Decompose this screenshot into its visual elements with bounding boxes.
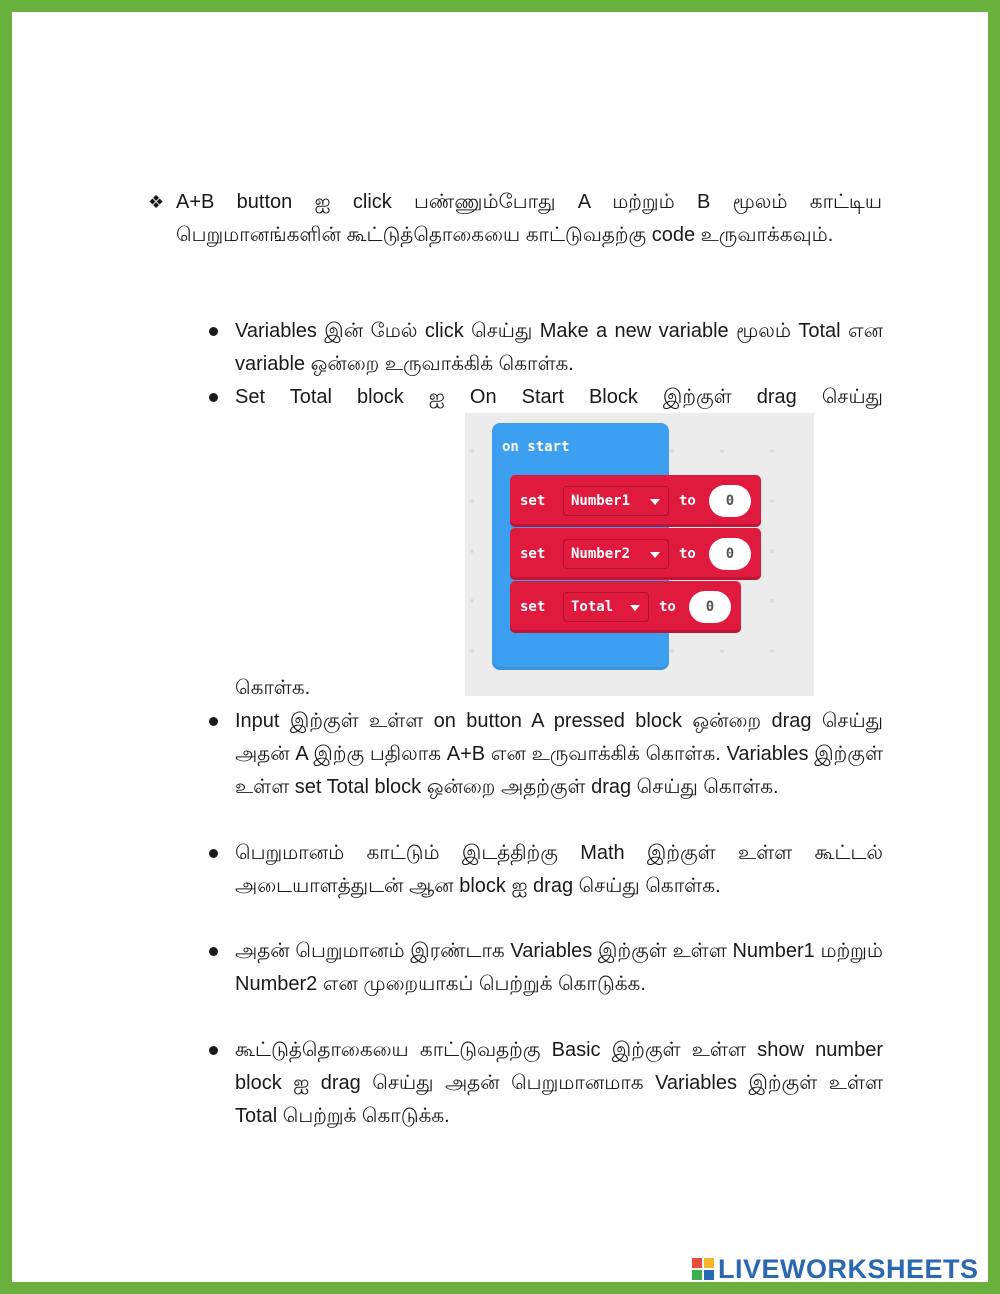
number-value-input: 0 [709,538,751,570]
workspace-grid-dot [770,599,774,603]
on-start-label: on start [502,439,570,455]
workspace-grid-dot [470,449,474,453]
workspace-grid-dot [720,449,724,453]
workspace-grid-dot [670,649,674,653]
set-variable-block [510,528,761,580]
step-text: Input இற்குள் உள்ள on button A pressed block ஒன்றை drag செய்து அதன் A இற்கு பதிலாக A+B என உருவாக்கிக் கொள்க. Variables இற்குள் உள்ள set Total block ஒன்றை அதற்குள் drag செய்து கொள்க. [235,710,883,798]
workspace-grid-dot [470,499,474,503]
to-keyword: to [659,599,676,615]
variable-dropdown [563,486,669,516]
makecode-blocks-image [465,413,814,696]
workspace-grid-dot [670,449,674,453]
step-text-continuation: கொள்க. [235,677,311,699]
step-text: Set Total block ஐ On Start Block இற்குள் drag செய்து [235,386,883,408]
workspace-grid-dot [770,549,774,553]
workspace-grid-dot [470,599,474,603]
variable-dropdown [563,539,669,569]
dropdown-caret-icon [650,499,660,505]
logo-text: LIVEWORKSHEETS [718,1254,979,1284]
diamond-bullet-icon: ❖ [148,192,165,212]
main-instruction-text: A+B button ஐ click பண்ணும்போது A மற்றும் B மூலம் காட்டிய பெறுமானங்களின் கூட்டுத்தொகையை காட்டுவதற்கு code உருவாக்கவும். [176,191,882,246]
number-value-input: 0 [689,591,731,623]
step-text: பெறுமானம் காட்டும் இடத்திற்கு Math இற்குள் உள்ள கூட்டல் அடையாளத்துடன் ஆன block ஐ drag செய்து கொள்க. [235,842,883,897]
set-keyword: set [520,493,546,509]
workspace-grid-dot [720,649,724,653]
step-text: Variables இன் மேல் click செய்து Make a new variable மூலம் Total என variable ஒன்றை உருவாக்கிக் கொள்க. [235,320,883,375]
set-variable-block [510,475,761,527]
workspace-grid-dot [770,649,774,653]
set-keyword: set [520,546,546,562]
set-variable-block [510,581,741,633]
variable-dropdown [563,592,649,622]
number-value-input: 0 [709,485,751,517]
variable-name: Total [571,599,614,615]
workspace-grid-dot [470,549,474,553]
logo-squares-icon [692,1258,714,1280]
dropdown-caret-icon [650,552,660,558]
dropdown-caret-icon [630,605,640,611]
workspace-grid-dot [770,499,774,503]
workspace-grid-dot [770,449,774,453]
to-keyword: to [679,493,696,509]
workspace-grid-dot [470,649,474,653]
variable-name: Number1 [571,493,631,509]
variable-name: Number2 [571,546,631,562]
set-keyword: set [520,599,546,615]
to-keyword: to [679,546,696,562]
step-text: அதன் பெறுமானம் இரண்டாக Variables இற்குள் உள்ள Number1 மற்றும் Number2 என முறையாகப் பெற்றுக் கொடுக்க. [235,940,883,995]
step-text: கூட்டுத்தொகையை காட்டுவதற்கு Basic இற்குள் உள்ள show number block ஐ drag செய்து அதன் பெறுமானமாக Variables இற்குள் உள்ள Total பெற்றுக் கொடுக்க. [235,1039,883,1127]
